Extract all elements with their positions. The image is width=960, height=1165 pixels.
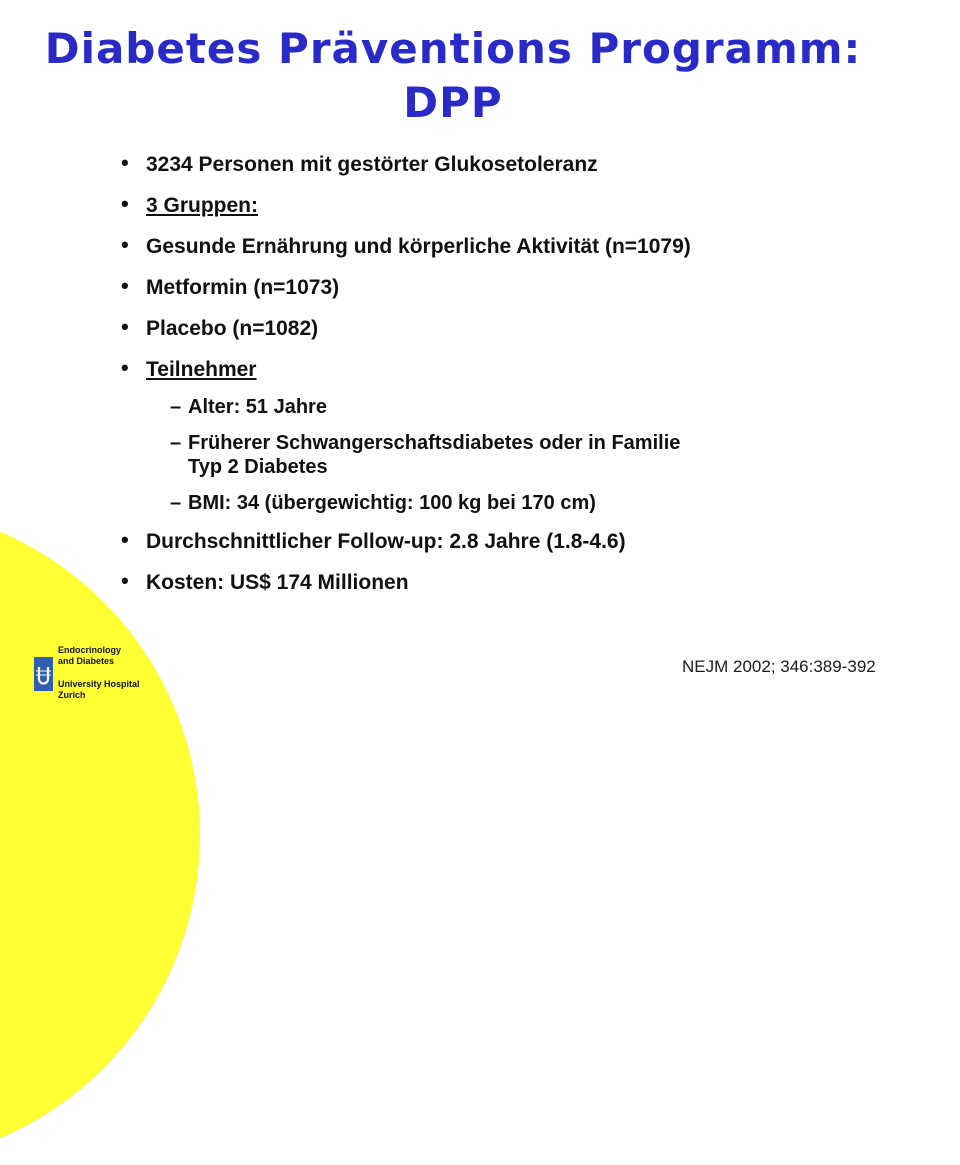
bullet-icon: • <box>121 232 129 257</box>
logo-text-line-4: Zurich <box>58 690 86 700</box>
yellow-corner-shape <box>0 505 200 1165</box>
sub-item-text-line-1: Früherer Schwangerschaftsdiabetes oder in Familie <box>188 432 681 454</box>
logo-text <box>58 645 198 701</box>
sub-item-age <box>120 395 920 419</box>
bullet-icon: • <box>121 273 129 298</box>
logo-text-line-2: and Diabetes <box>58 656 115 666</box>
slide-title <box>0 22 906 130</box>
bullet-item-participants <box>120 152 920 178</box>
bullet-text: Placebo (n=1082) <box>146 317 319 340</box>
dash-icon: – <box>170 396 182 418</box>
bullet-text: 3234 Personen mit gestörter Glukosetoleranz <box>146 153 598 176</box>
sub-item-bmi <box>120 491 920 515</box>
bullet-text: Durchschnittlicher Follow-up: 2.8 Jahre (1.8-4.6) <box>146 530 626 553</box>
bullet-icon: • <box>121 314 129 339</box>
sub-item-text: Alter: 51 Jahre <box>188 396 327 418</box>
bullet-icon: • <box>121 355 129 380</box>
bullet-text: Kosten: US$ 174 Millionen <box>146 571 409 594</box>
bullet-text: Metformin (n=1073) <box>146 276 340 299</box>
bullet-item-placebo <box>120 316 920 342</box>
dash-icon: – <box>170 432 182 454</box>
bullet-list <box>120 152 920 596</box>
sub-item-text-line-2: Typ 2 Diabetes <box>188 456 328 478</box>
bullet-item-followup <box>120 529 920 555</box>
sub-item-history <box>120 431 920 479</box>
sub-item-text: BMI: 34 (übergewichtig: 100 kg bei 170 cm) <box>188 492 596 514</box>
slide-title-line-1: Diabetes Präventions Programm: <box>44 24 862 73</box>
bullet-item-costs <box>120 570 920 596</box>
bullet-item-lifestyle <box>120 234 920 260</box>
bullet-icon: • <box>121 191 129 216</box>
bullet-text: 3 Gruppen: <box>146 194 259 217</box>
dash-icon: – <box>170 492 182 514</box>
slide-title-line-2: DPP <box>403 78 503 127</box>
logo-icon <box>34 657 53 691</box>
bullet-text: Teilnehmer <box>146 358 257 381</box>
bullet-item-groups <box>120 193 920 219</box>
bullet-icon: • <box>121 150 129 175</box>
bullet-icon: • <box>121 568 129 593</box>
bullet-item-metformin <box>120 275 920 301</box>
bullet-text: Gesunde Ernährung und körperliche Aktivität (n=1079) <box>146 235 691 258</box>
citation: NEJM 2002; 346:389-392 <box>682 657 876 676</box>
bullet-item-teilnehmer <box>120 357 920 383</box>
logo-text-line-3: University Hospital <box>58 679 140 689</box>
logo-text-line-1: Endocrinology <box>58 645 121 655</box>
bullet-icon: • <box>121 527 129 552</box>
